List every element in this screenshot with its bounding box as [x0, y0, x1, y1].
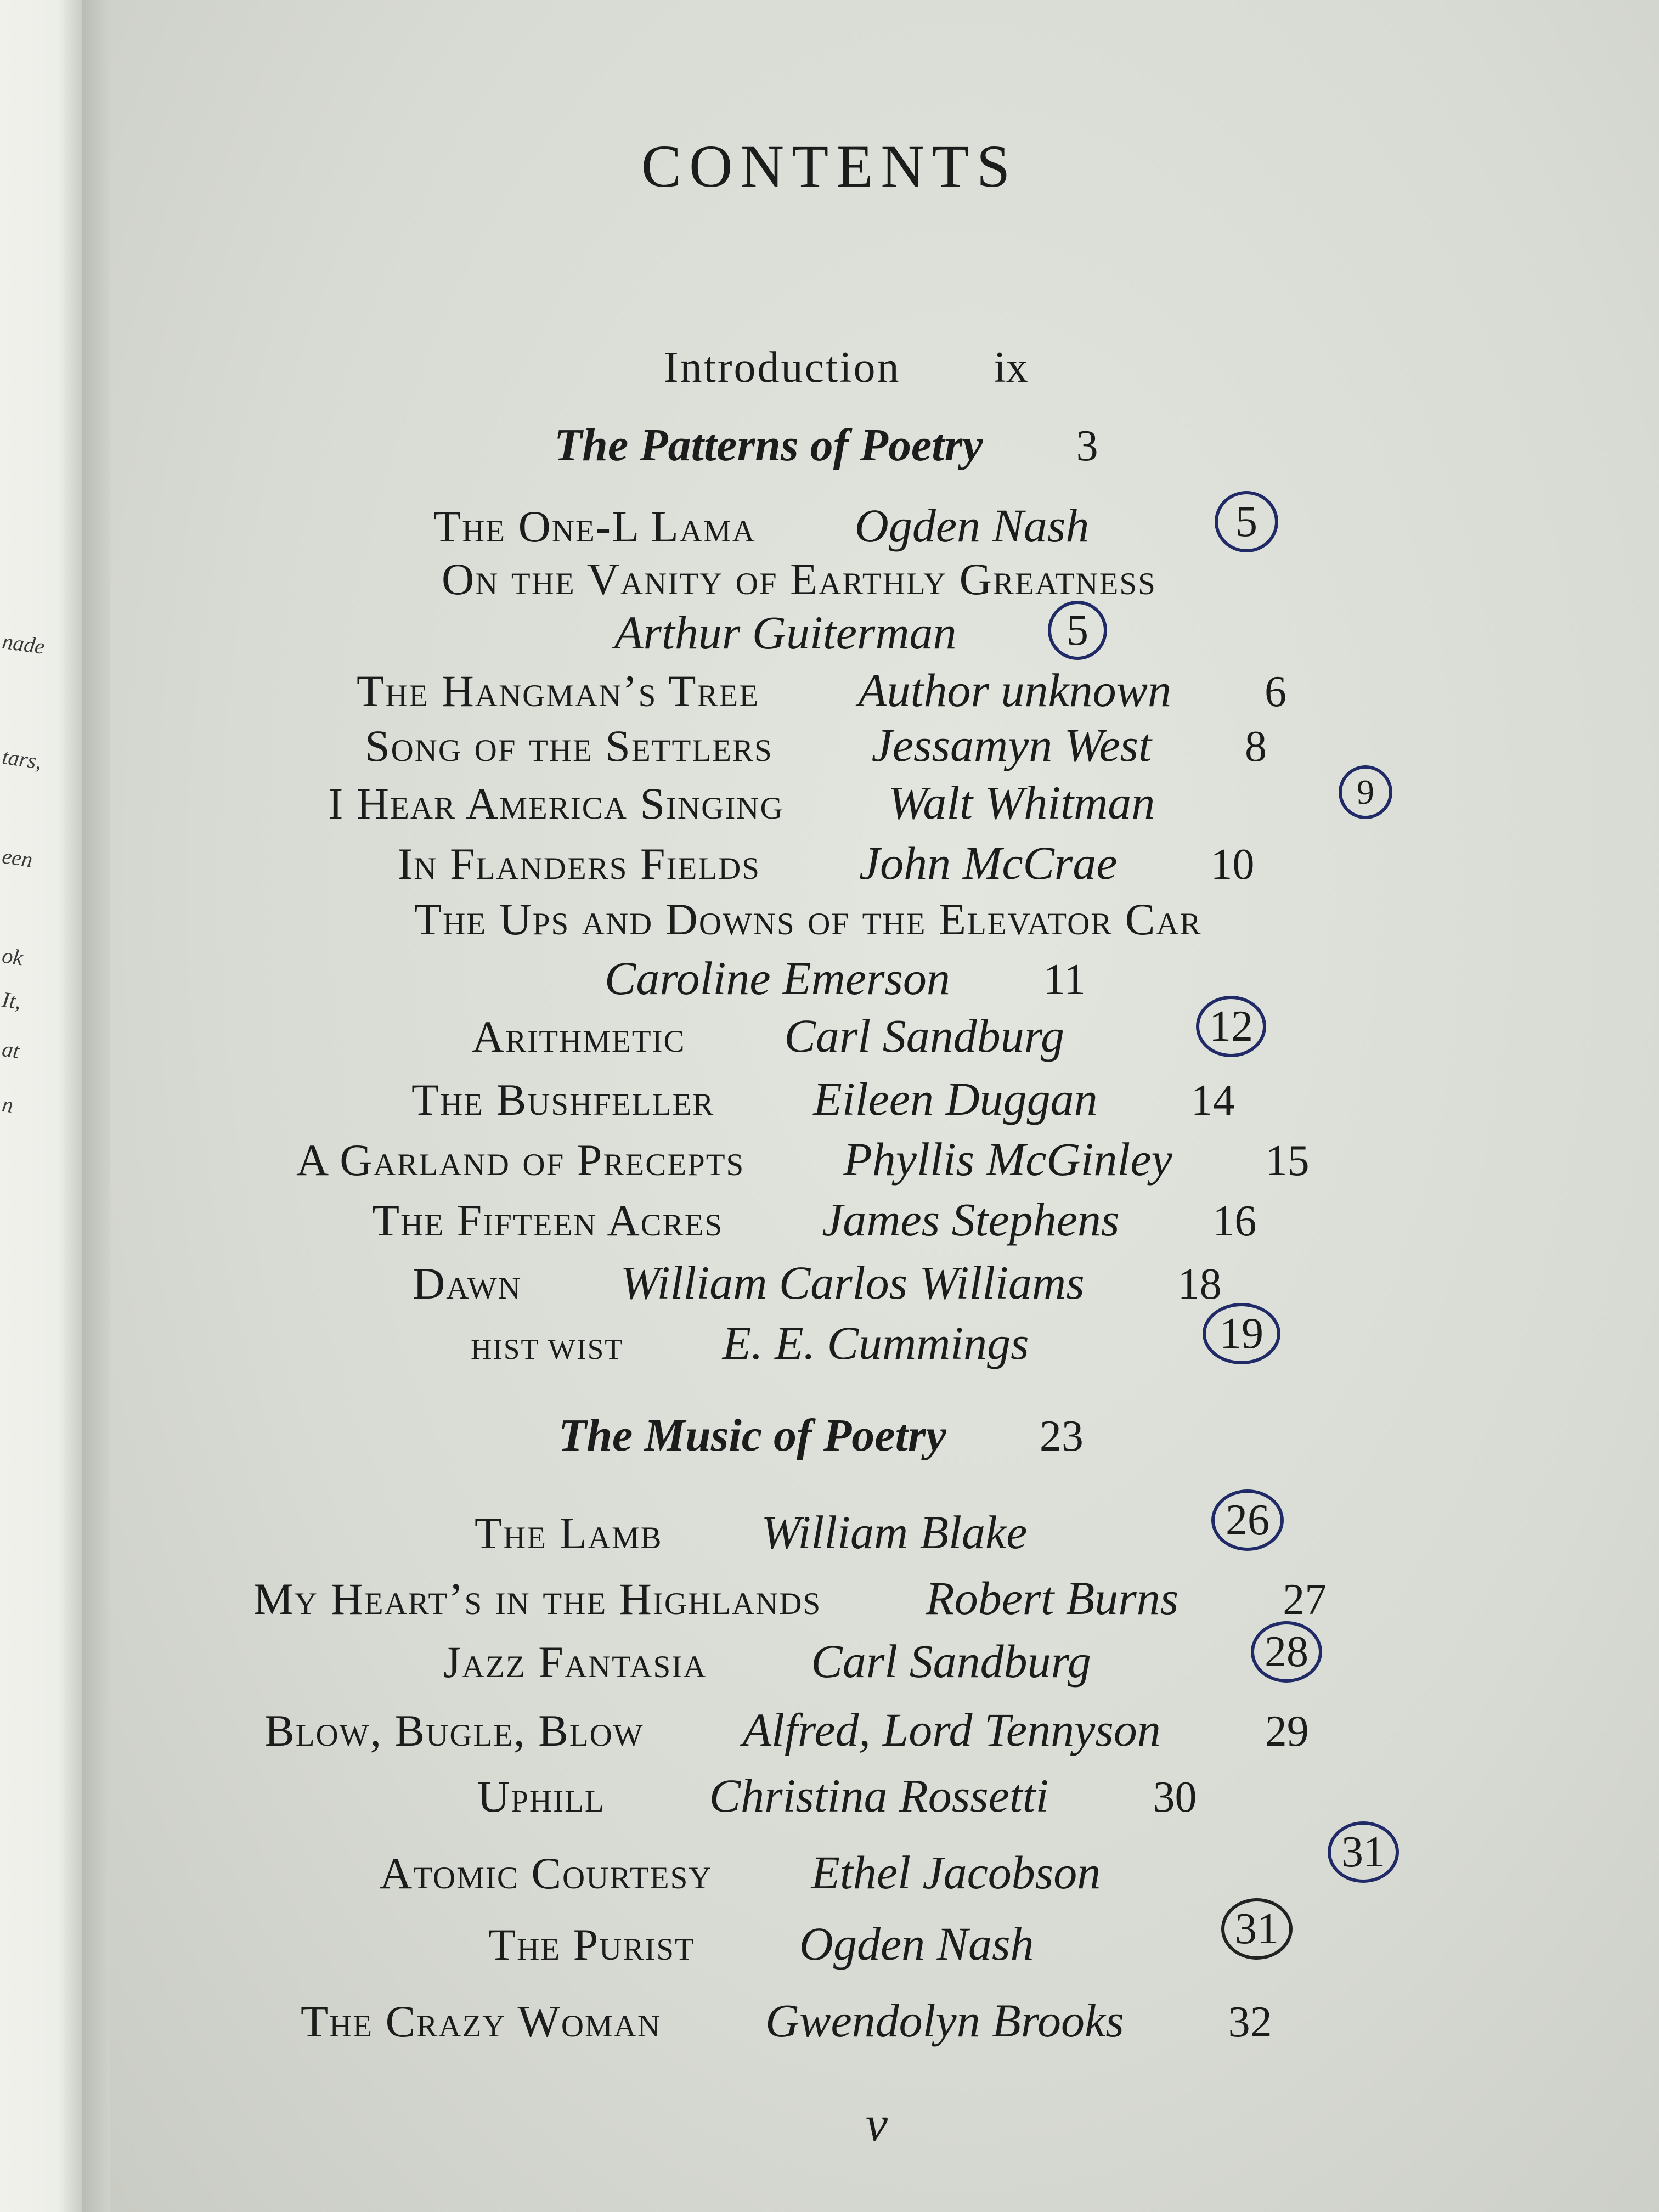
toc-entry-title-line	[442, 554, 1156, 604]
entry-author: Robert Burns	[926, 1572, 1179, 1624]
entry-title: Arithmetic	[472, 1012, 686, 1062]
adjacent-page-text: ok	[1, 943, 25, 970]
toc-entry	[411, 1073, 1235, 1125]
entry-title: Blow, Bugle, Blow	[264, 1706, 644, 1756]
entry-title: The Crazy Woman	[301, 1996, 662, 2046]
entry-author: William Carlos Williams	[620, 1256, 1085, 1309]
toc-entry	[477, 1769, 1197, 1822]
entry-page: 14	[1190, 1076, 1235, 1125]
toc-entry	[471, 1319, 1029, 1367]
section-title: The Patterns of Poetry	[554, 420, 983, 471]
toc-entry	[472, 1009, 1065, 1062]
entry-title: The Purist	[488, 1920, 695, 1970]
section-page: 3	[1076, 422, 1098, 470]
toc-entry	[380, 1846, 1101, 1899]
entry-title: Jazz Fantasia	[443, 1637, 707, 1687]
entry-page: ix	[994, 343, 1028, 392]
circled-page-number: 31	[1328, 1821, 1399, 1883]
toc-entry-author-line	[614, 606, 957, 659]
toc-entry	[398, 839, 1255, 887]
entry-title: I Hear America Singing	[328, 778, 784, 828]
entry-title: A Garland of Precepts	[296, 1135, 745, 1185]
entry-author: Walt Whitman	[888, 776, 1155, 829]
entry-author: Ogden Nash	[799, 1917, 1034, 1970]
toc-entry	[253, 1572, 1327, 1624]
entry-page: 6	[1265, 668, 1286, 716]
adjacent-page-text: nade	[1, 628, 47, 659]
entry-author: Jessamyn West	[871, 719, 1152, 771]
toc-entry	[301, 1994, 1272, 2047]
circled-page-number: 19	[1203, 1303, 1280, 1364]
entry-author: Phyllis McGinley	[843, 1133, 1172, 1186]
entry-title: The Ups and Downs of the Elevator Car	[414, 894, 1202, 944]
entry-author: Eileen Duggan	[813, 1073, 1098, 1125]
entry-author: Ogden Nash	[854, 499, 1090, 552]
entry-title: Uphill	[477, 1771, 605, 1821]
toc-entry	[433, 499, 1090, 552]
toc-entry	[443, 1635, 1091, 1688]
toc-entry	[264, 1703, 1309, 1756]
entry-page: 8	[1245, 723, 1267, 771]
entry-author: Carl Sandburg	[811, 1635, 1091, 1688]
adjacent-page-text: It,	[1, 986, 23, 1014]
circled-page-number: 5	[1215, 491, 1278, 552]
entry-title: The Hangman’s Tree	[357, 666, 760, 716]
entry-author: Christina Rossetti	[709, 1769, 1049, 1822]
entry-author: William Blake	[761, 1506, 1028, 1559]
entry-author: E. E. Cummings	[722, 1317, 1029, 1369]
entry-author: Arthur Guiterman	[614, 606, 957, 659]
adjacent-page-text: een	[1, 843, 35, 872]
entry-title: The Lamb	[475, 1508, 663, 1558]
entry-page: 11	[1043, 956, 1086, 1004]
circled-page-number: 28	[1251, 1621, 1322, 1683]
entry-author: Alfred, Lord Tennyson	[742, 1703, 1161, 1756]
circled-page-number: 5	[1048, 601, 1107, 660]
toc-entry	[357, 664, 1286, 716]
entry-title: Atomic Courtesy	[380, 1848, 713, 1898]
entry-page: 16	[1212, 1197, 1257, 1245]
entry-title: The Bushfeller	[411, 1075, 715, 1125]
entry-title: My Heart’s in the Highlands	[253, 1574, 822, 1624]
entry-title: Dawn	[413, 1259, 522, 1308]
entry-author: Gwendolyn Brooks	[765, 1994, 1124, 2047]
entry-page: 18	[1177, 1260, 1222, 1308]
introduction-entry	[664, 343, 1028, 392]
toc-entry	[328, 776, 1155, 829]
entry-title: Introduction	[664, 343, 901, 392]
toc-entry	[475, 1506, 1028, 1559]
entry-title: The One-L Lama	[433, 501, 756, 551]
toc-entry-author-line	[605, 952, 1086, 1005]
adjacent-page-text: at	[1, 1036, 21, 1063]
entry-page: 29	[1265, 1707, 1309, 1756]
entry-author: Author unknown	[858, 664, 1171, 716]
entry-page: 15	[1265, 1137, 1310, 1185]
section-title: The Music of Poetry	[558, 1410, 946, 1461]
circled-page-number: 26	[1211, 1489, 1284, 1551]
entry-title: The Fifteen Acres	[372, 1195, 724, 1245]
entry-page: 27	[1283, 1576, 1327, 1624]
section-heading	[558, 1410, 1084, 1461]
section-page: 23	[1039, 1412, 1084, 1460]
circled-page-number: 12	[1196, 996, 1266, 1057]
entry-title: On the Vanity of Earthly Greatness	[442, 554, 1156, 604]
toc-entry	[413, 1256, 1222, 1309]
section-heading	[554, 422, 1098, 469]
toc-entry	[372, 1193, 1257, 1246]
adjacent-page	[0, 0, 82, 2212]
entry-author: Carl Sandburg	[784, 1009, 1065, 1062]
entry-page: 10	[1210, 840, 1255, 889]
toc-entry	[488, 1917, 1034, 1970]
circled-page-number: 31	[1221, 1898, 1293, 1960]
entry-title: In Flanders Fields	[398, 839, 761, 889]
entry-author: Caroline Emerson	[605, 952, 950, 1005]
adjacent-page-text: tars,	[1, 744, 44, 774]
toc-entry	[365, 721, 1267, 769]
entry-title: Song of the Settlers	[365, 721, 773, 771]
entry-author: James Stephens	[822, 1193, 1120, 1246]
entry-author: Ethel Jacobson	[811, 1846, 1101, 1899]
page-title: CONTENTS	[641, 133, 1018, 200]
adjacent-page-text: n	[0, 1091, 15, 1118]
entry-author: John McCrae	[859, 837, 1118, 889]
toc-entry-title-line	[414, 894, 1202, 944]
page-folio: v	[866, 2097, 888, 2151]
entry-title: hist wist	[471, 1322, 624, 1368]
toc-entry	[296, 1133, 1310, 1186]
circled-page-number: 9	[1339, 765, 1392, 819]
entry-page: 32	[1228, 1998, 1272, 2046]
entry-page: 30	[1153, 1773, 1197, 1821]
